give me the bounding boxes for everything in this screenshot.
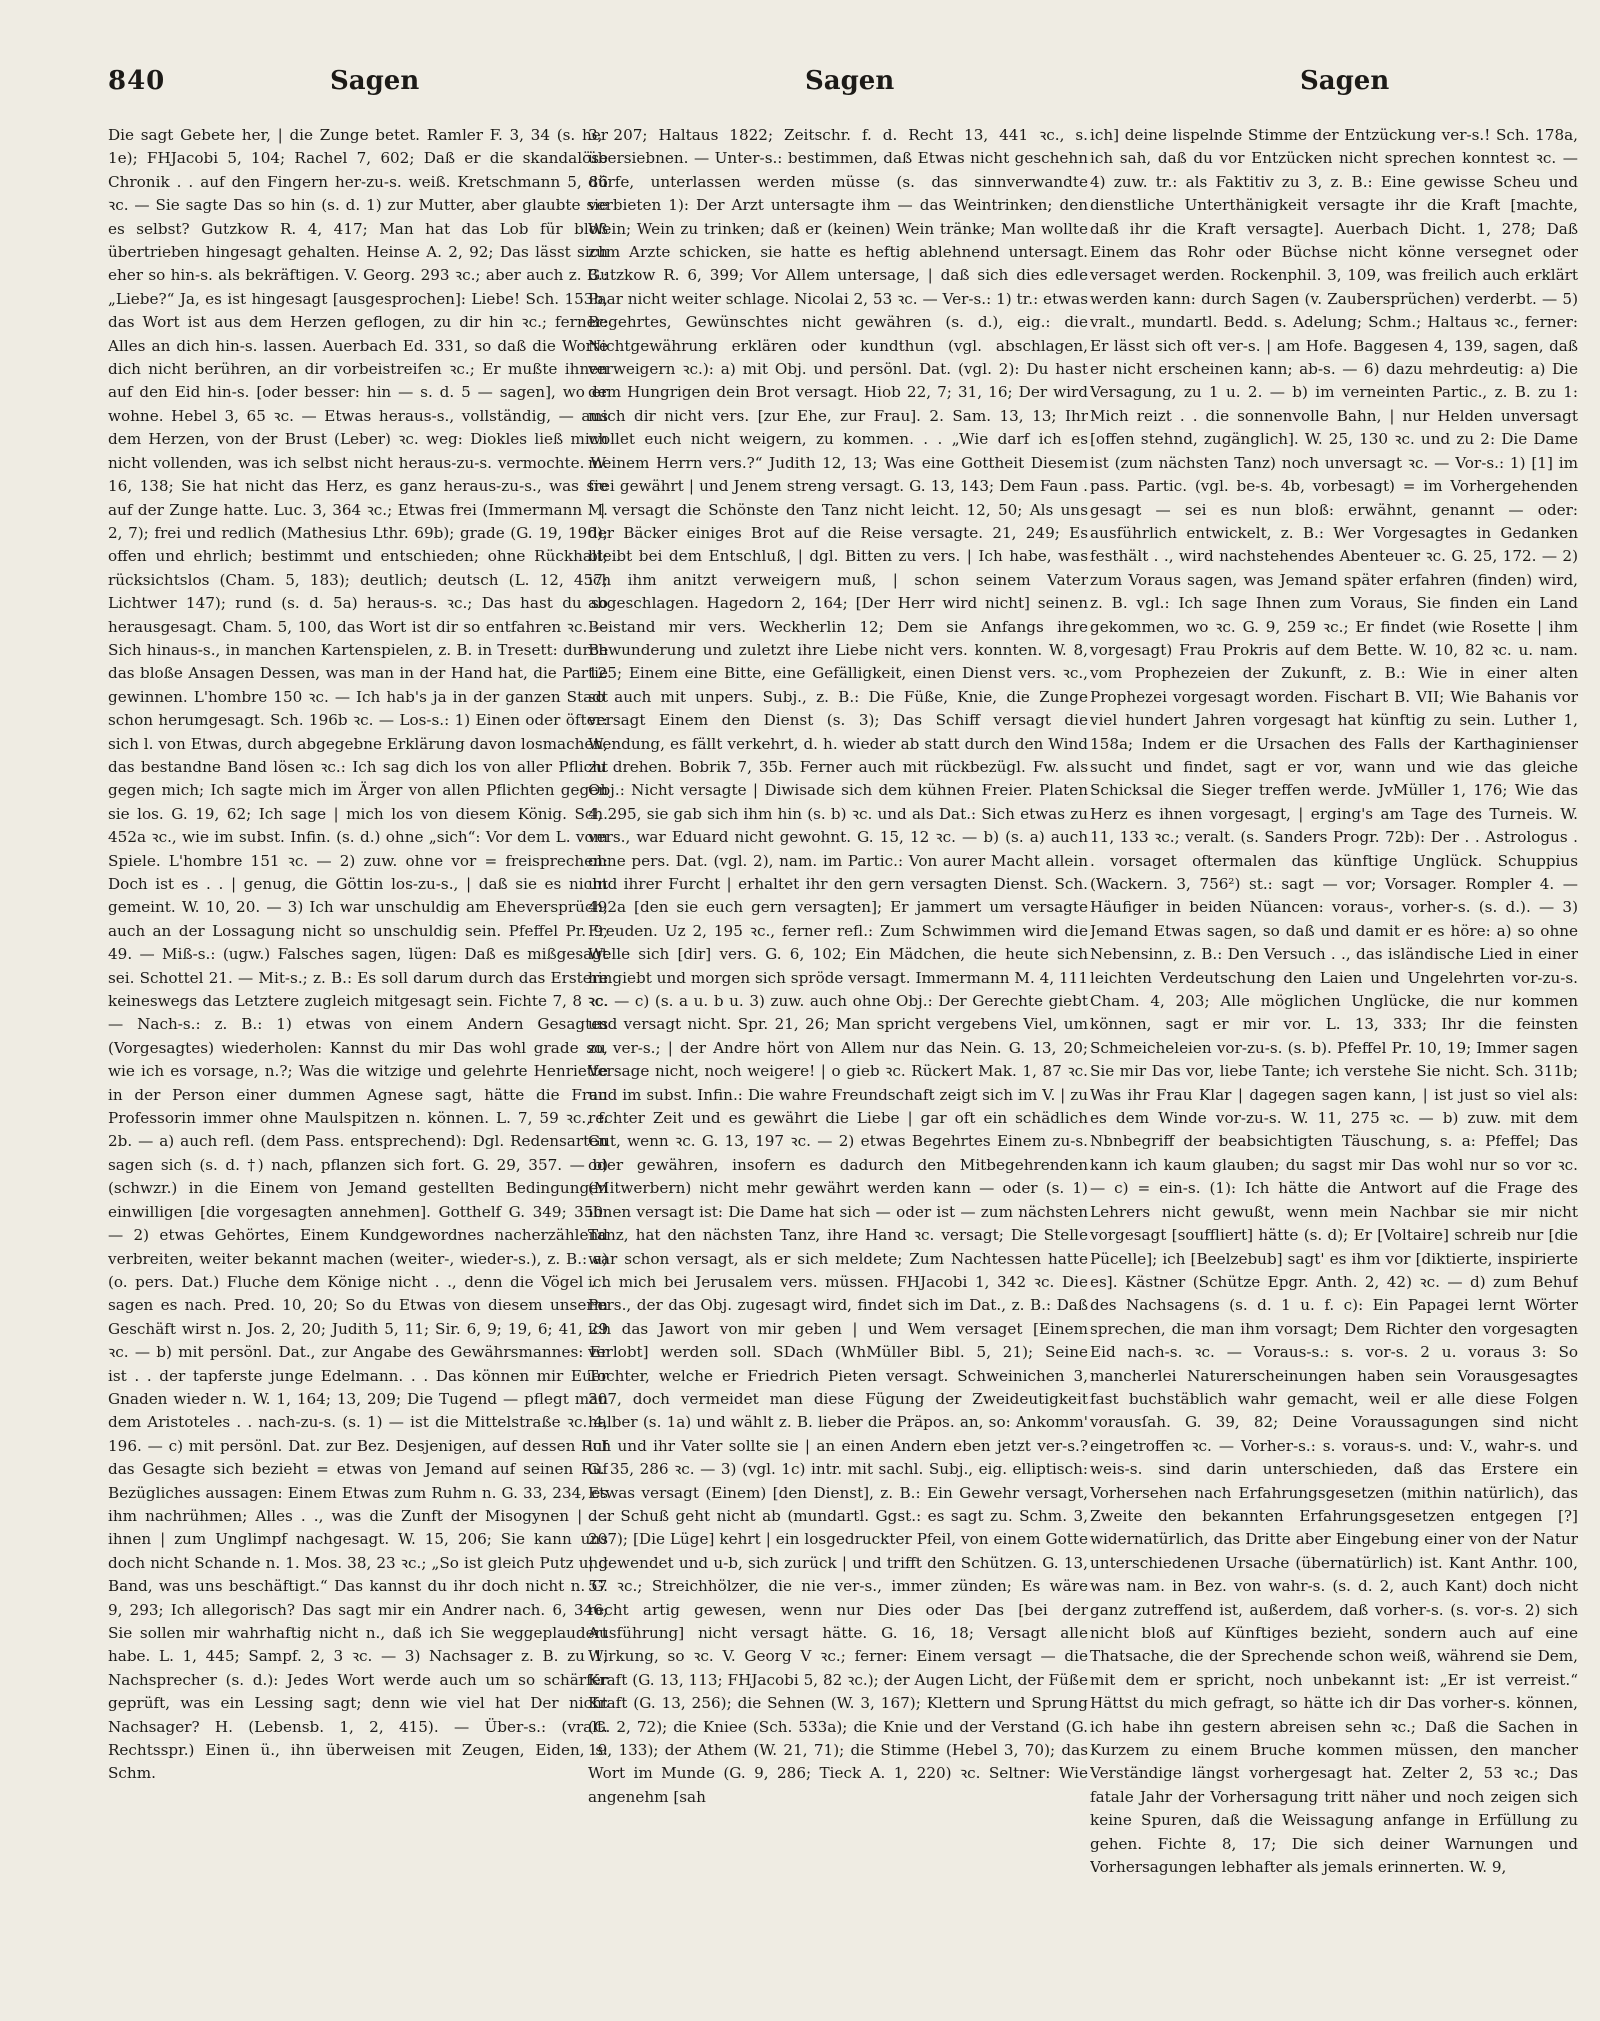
running-head-right: Sagen: [1300, 66, 1390, 96]
column-3-text: ich] deine lispelnde Stimme der Entzückung ver-s.! Sch. 178a, ich sah, daß du vor Entzücken nicht sprechen konntest ꝛc. — 4) zuw. tr.: als Faktitiv zu 3, z. B.: Eine gewisse Scheu und dienstliche Unterthänigkeit versagte ihr die Kraft [machte, daß ihr die Kraft versagte]. Auerbach Dicht. 1, 278; Daß Einem das Rohr oder Büchse nicht könne versegnet oder versaget werden. Rockenphil. 3, 109, was freilich auch erklärt werden kann: durch Sagen (v. Zaubersprüchen) verderbt. — 5) vralt., mundartl. Bedd. s. Adelung; Schm.; Haltaus ꝛc., ferner: Er lässt sich oft ver-s. | am Hofe. Baggesen 4, 139, sagen, daß er nicht erscheinen kann; ab-s. — 6) dazu mehrdeutig: a) Die Versagung, zu 1 u. 2. — b) im verneinten Partic., z. B. zu 1: Mich reizt . . die sonnenvolle Bahn, | nur Helden unversagt [offen stehnd, zugänglich]. W. 25, 130 ꝛc. und zu 2: Die Dame ist (zum nächsten Tanz) noch unversagt ꝛc. — Vor-s.: 1) [1] im pass. Partic. (vgl. be-s. 4b, vorbesagt) = im Vorhergehenden gesagt — sei es nun bloß: erwähnt, genannt — oder: ausführlich entwickelt, z. B.: Wer Vorgesagtes in Gedanken festhält . ., wird nachstehendes Abenteuer ꝛc. G. 25, 172. — 2) zum Voraus sagen, was Jemand später erfahren (finden) wird, z. B. vgl.: Ich sage Ihnen zum Voraus, Sie finden ein Land gekommen, wo ꝛc. G. 9, 259 ꝛc.; Er findet (wie Rosette | ihm vorgesagt) Frau Prokris auf dem Bette. W. 10, 82 ꝛc. u. nam. vom Prophezeien der Zukunft, z. B.: Wie in einer alten Prophezei vorgesagt worden. Fischart B. VII; Wie Bahanis vor viel hundert Jahren vorgesagt hat künftig zu sein. Luther 1, 158a; Indem er die Ursachen des Falls der Karthaginienser sucht und findet, sagt er vor, wann und wie das gleiche Schicksal die Sieger treffen werde. JvMüller 1, 176; Wie das Herz es ihnen vorgesagt, | erging's am Tage des Turneis. W. 11, 133 ꝛc.; veralt. (s. Sanders Progr. 72b): Der . . Astrologus . . vorsaget oftermalen das künftige Unglück. Schuppius (Wackern. 3, 756²) st.: sagt — vor; Vorsager. Rompler 4. — Häufiger in beiden Nüancen: voraus-, vorher-s. (s. d.). — 3) Jemand Etwas sagen, so daß und damit er es höre: a) so ohne Nebensinn, z. B.: Den Versuch . ., das isländische Lied in einer leichten Verdeutschung den Laien und Ungelehrten vor-zu-s. Cham. 4, 203; Alle möglichen Unglücke, die nur kommen können, sagt er mir vor. L. 13, 333; Ihr die feinsten Schmeicheleien vor-zu-s. (s. b). Pfeffel Pr. 10, 19; Immer sagen Sie mir Das vor, liebe Tante; ich verstehe Sie nicht. Sch. 311b; Was ihr Frau Klar | dagegen sagen kann, | ist just so viel als: es dem Winde vor-zu-s. W. 11, 275 ꝛc. — b) zuw. mit dem Nbnbegriff der beabsichtigten Täuschung, s. a: Pfeffel; Das kann ich kaum glauben; du sagst mir Das wohl nur so vor ꝛc. — c) = ein-s. (1): Ich hätte die Antwort auf die Frage des Lehrers nicht gewußt, wenn mein Nachbar sie mir nicht vorgesagt [souffliert] hätte (s. d); Er [Voltaire] schreib nur [die Pücelle]; ich [Beelzebub] sagt' es ihm vor [diktierte, inspirierte es]. Kästner (Schütze Epgr. Anth. 2, 42) ꝛc. — d) zum Behuf des Nachsagens (s. d. 1 u. f. c): Ein Papagei lernt Wörter sprechen, die man ihm vorsagt; Dem Richter den vorgesagten Eid nach-s. ꝛc. — Voraus-s.: s. vor-s. 2 u. voraus 3: So mancherlei Naturerscheinungen haben sein Vorausgesagtes fast buchstäblich wahr gemacht, weil er alle diese Folgen vorausſah. G. 39, 82; Deine Voraussagungen sind nicht eingetroffen ꝛc. — Vorher-s.: s. voraus-s. und: V., wahr-s. und weis-s. sind darin unterschieden, daß das Erstere ein Vorhersehen nach Erfahrungsgesetzen (mithin natürlich), das Zweite den bekannten Erfahrungsgesetzen entgegen [?] widernatürlich, das Dritte aber Eingebung einer von der Natur unterschiedenen Ursache (übernatürlich) ist. Kant Anthr. 100, was nam. in Bez. von wahr-s. (s. d. 2, auch Kant) doch nicht ganz zutreffend ist, außerdem, daß vorher-s. (s. vor-s. 2) sich nicht bloß auf Künftiges bezieht, sondern auch auf eine Thatsache, die der Sprechende schon weiß, während sie Dem, mit dem er spricht, noch unbekannt ist: „Er ist verreist.“ Hättst du mich gefragt, so hätte ich dir Das vorher-s. können, ich habe ihn gestern abreisen sehn ꝛc.; Daß die Sachen in Kurzem zu einem Bruche kommen müssen, den mancher Verständige längst vorhergesagt hat. Zelter 2, 53 ꝛc.; Das fatale Jahr der Vorhersagung tritt näher und noch zeigen sich keine Spuren, daß die Weissagung anfange in Erfüllung zu gehen. Fichte 8, 17; Die sich deiner Warnungen und Vorhersagungen lebhafter als jemals erinnerten. W. 9,: [1090, 126, 1578, 1877]
running-head-center: Sagen: [805, 66, 895, 96]
text-column-2: [588, 124, 1088, 2004]
page-number: 840: [108, 66, 166, 96]
column-1-text: Die sagt Gebete her, | die Zunge betet. Ramler F. 3, 34 (s. her 1e); FHJacobi 5, 104; Rachel 7, 602; Daß er die skandalöse Chronik . . auf den Fingern her-zu-s. weiß. Kretschmann 5, 86 ꝛc. — Sie sagte Das so hin (s. d. 1) zur Mutter, aber glaubte sie es selbst? Gutzkow R. 4, 417; Man hat das Lob für bloß übertrieben hingesagt gehalten. Heinse A. 2, 92; Das lässt sich eher so hin-s. als bekräftigen. V. Georg. 293 ꝛc.; aber auch z. B.: „Liebe?“ Ja, es ist hingesagt [ausgesprochen]: Liebe! Sch. 153b, das Wort ist aus dem Herzen geflogen, zu dir hin ꝛc.; ferner: Alles an dich hin-s. lassen. Auerbach Ed. 331, so daß die Worte dich nicht berühren, an dir vorbeistreifen ꝛc.; Er mußte ihnen auf den Eid hin-s. [oder besser: hin — s. d. 5 — sagen], wo er wohne. Hebel 3, 65 ꝛc. — Etwas heraus-s., vollständig, — aus dem Herzen, von der Brust (Leber) ꝛc. weg: Diokles ließ mich nicht vollenden, was ich selbst nicht heraus-zu-s. vermochte. W. 16, 138; Sie hat nicht das Herz, es ganz heraus-zu-s., was sie auf der Zunge hatte. Luc. 3, 364 ꝛc.; Etwas frei (Immermann M. 2, 7); frei und redlich (Mathesius Lthr. 69b); grade (G. 19, 190); offen und ehrlich; bestimmt und entschieden; ohne Rückhalt; rücksichtslos (Cham. 5, 183); deutlich; deutsch (L. 12, 457; Lichtwer 147); rund (s. d. 5a) heraus-s. ꝛc.; Das hast du so herausgesagt. Cham. 5, 100, das Wort ist dir so entfahren ꝛc. — Sich hinaus-s., in manchen Kartenspielen, z. B. in Tresett: durch das bloße Ansagen Dessen, was man in der Hand hat, die Partie gewinnen. L'hombre 150 ꝛc. — Ich hab's ja in der ganzen Stadt schon herumgesagt. Sch. 196b ꝛc. — Los-s.: 1) Einen oder öfter: sich l. von Etwas, durch abgegebne Erklärung davon losmachen, das bestandne Band lösen ꝛc.: Ich sag dich los von aller Pflicht gegen mich; Ich sagte mich im Ärger von allen Pflichten gegen sie los. G. 19, 62; Ich sage | mich los von diesem König. Sch. 452a ꝛc., wie im subst. Infin. (s. d.) ohne „sich“: Vor dem L. vom Spiele. L'hombre 151 ꝛc. — 2) zuw. ohne vor = freisprechen: Doch ist es . . | genug, die Göttin los-zu-s., | daß sie es nicht gemeint. W. 10, 20. — 3) Ich war unschuldig am Eheversprüch, auch an der Lossagung nicht so unschuldig sein. Pfeffel Pr. 9, 49. — Miß-s.: (ugw.) Falsches sagen, lügen: Daß es mißgesagt sei. Schottel 21. — Mit-s.; z. B.: Es soll darum durch das Erstere keineswegs das Letztere zugleich mitgesagt sein. Fichte 7, 8 ꝛc. — Nach-s.: z. B.: 1) etwas von einem Andern Gesagtes (Vorgesagtes) wiederholen: Kannst du mir Das wohl grade so, wie ich es vorsage, n.?; Was die witzige und gelehrte Henriette in der Person einer dummen Agnese sagt, hätte die Frau Professorin immer ohne Maulspitzen n. können. L. 7, 59 ꝛc., f. 2b. — a) auch refl. (dem Pass. entsprechend): Dgl. Redensarten sagen sich (s. d. †) nach, pflanzen sich fort. G. 29, 357. — b) (schwzr.) in die Einem von Jemand gestellten Bedingungen einwilligen [die vorgesagten annehmen]. Gotthelf G. 349; 350. — 2) etwas Gehörtes, Einem Kundgewordnes nacherzählend verbreiten, weiter bekannt machen (weiter-, wieder-s.), z. B.: a) (o. pers. Dat.) Fluche dem Könige nicht . ., denn die Vögel . . sagen es nach. Pred. 10, 20; So du Etwas von diesem unserm Geschäft wirst n. Jos. 2, 20; Judith 5, 11; Sir. 6, 9; 19, 6; 41, 29 ꝛc. — b) mit persönl. Dat., zur Angabe des Gewährsmannes: Er ist . . der tapferste junge Edelmann. . . Das können mir Euer Gnaden wieder n. W. 1, 164; 13, 209; Die Tugend — pflegt man dem Aristoteles . . nach-zu-s. (s. 1) — ist die Mittelstraße ꝛc. 4, 196. — c) mit persönl. Dat. zur Bez. Desjenigen, auf dessen Ruf das Gesagte sich bezieht = etwas von Jemand auf seinen Ruf Bezügliches aussagen: Einem Etwas zum Ruhm n. G. 33, 234, es ihm nachrühmen; Alles . ., was die Zunft der Misogynen | . . ihnen | zum Unglimpf nachgesagt. W. 15, 206; Sie kann uns doch nicht Schande n. 1. Mos. 38, 23 ꝛc.; „So ist gleich Putz und Band, was uns beschäftigt.“ Das kannst du ihr doch nicht n. G. 9, 293; Ich allegorisch? Das sagt mir ein Andrer nach. 6, 346; Sie sollen mir wahrhaftig nicht n., daß ich Sie weggeplaudert habe. L. 1, 445; Sampf. 2, 3 ꝛc. — 3) Nachsager z. B. zu 1, Nachsprecher (s. d.): Jedes Wort werde auch um so schärfer geprüft, was ein Lessing sagt; denn wie viel hat Der nicht Nachsager? H. (Lebensb. 1, 2, 415). — Über-s.: (vralt. Rechtsspr.) Einen ü., ihn überweisen mit Zeugen, Eiden, s. Schm.: [108, 126, 608, 1783]
column-2-text: 3, 207; Haltaus 1822; Zeitschr. f. d. Recht 13, 441 ꝛc., s. übersiebnen. — Unter-s.: bestimmen, daß Etwas nicht geschehn dürfe, unterlassen werden müsse (s. das sinnverwandte verbieten 1): Der Arzt untersagte ihm — das Weintrinken; den Wein; Wein zu trinken; daß er (keinen) Wein tränke; Man wollte zum Arzte schicken, sie hatte es heftig ablehnend untersagt. Gutzkow R. 6, 399; Vor Allem untersage, | daß sich dies edle Paar nicht weiter schlage. Nicolai 2, 53 ꝛc. — Ver-s.: 1) tr.: etwas Begehrtes, Gewünschtes nicht gewähren (s. d.), eig.: die Nichtgewährung erklären oder kundthun (vgl. abschlagen, verweigern ꝛc.): a) mit Obj. und persönl. Dat. (vgl. 2): Du hast dem Hungrigen dein Brot versagt. Hiob 22, 7; 31, 16; Der wird mich dir nicht vers. [zur Ehe, zur Frau]. 2. Sam. 13, 13; Ihr wollet euch nicht weigern, zu kommen. . . „Wie darf ich es meinem Herrn vers.?“ Judith 12, 13; Was eine Gottheit Diesem frei gewährt | und Jenem streng versagt. G. 13, 143; Dem Faun . . | versagt die Schönste den Tanz nicht leicht. 12, 50; Als uns der Bäcker einiges Brot auf die Reise versagte. 21, 249; Es bleibt bei dem Entschluß, | dgl. Bitten zu vers. | Ich habe, was ich ihm anitzt verweigern muß, | schon seinem Vater abgeschlagen. Hagedorn 2, 164; [Der Herr wird nicht] seinen Beistand mir vers. Weckherlin 12; Dem sie Anfangs ihre Bewunderung und zuletzt ihre Liebe nicht vers. konnten. W. 8, 125; Einem eine Bitte, eine Gefälligkeit, einen Dienst vers. ꝛc., so auch mit unpers. Subj., z. B.: Die Füße, Knie, die Zunge versagt Einem den Dienst (s. 3); Das Schiff versagt die Wendung, es fällt verkehrt, d. h. wieder ab statt durch den Wind zu drehen. Bobrik 7, 35b. Ferner auch mit rückbezügl. Fw. als Obj.: Nicht versagte | Diwisade sich dem kühnen Freier. Platen 4, 295, sie gab sich ihm hin (s. b) ꝛc. und als Dat.: Sich etwas zu vers., war Eduard nicht gewohnt. G. 15, 12 ꝛc. — b) (s. a) auch ohne pers. Dat. (vgl. 2), nam. im Partic.: Von aurer Macht allein und ihrer Furcht | erhaltet ihr den gern versagten Dienst. Sch. 492a [den sie euch gern versagten]; Er jammert um versagte Freuden. Uz 2, 195 ꝛc., ferner refl.: Zum Schwimmen wird die Welle sich [dir] vers. G. 6, 102; Ein Mädchen, die heute sich hingiebt und morgen sich spröde versagt. Immermann M. 4, 111 ꝛc. — c) (s. a u. b u. 3) zuw. auch ohne Obj.: Der Gerechte giebt und versagt nicht. Spr. 21, 26; Man spricht vergebens Viel, um zu ver-s.; | der Andre hört von Allem nur das Nein. G. 13, 20; Versage nicht, noch weigere! | o gieb ꝛc. Rückert Mak. 1, 87 ꝛc. und im subst. Infin.: Die wahre Freundschaft zeigt sich im V. | zu rechter Zeit und es gewährt die Liebe | gar oft ein schädlich Gut, wenn ꝛc. G. 13, 197 ꝛc. — 2) etwas Begehrtes Einem zu-s. oder gewähren, insofern es dadurch den Mitbegehrenden (Mitwerbern) nicht mehr gewährt werden kann — oder (s. 1) ihnen versagt ist: Die Dame hat sich — oder ist — zum nächsten Tanz, hat den nächsten Tanz, ihre Hand ꝛc. versagt; Die Stelle war schon versagt, als er sich meldete; Zum Nachtessen hatte ich mich bei Jerusalem vers. müssen. FHJacobi 1, 342 ꝛc. Die Pers., der das Obj. zugesagt wird, findet sich im Dat., z. B.: Daß ich das Jawort von mir geben | und Wem versaget [Einem verlobt] werden soll. SDach (WhMüller Bibl. 5, 21); Seine Tochter, welche er Friedrich Pieten versagt. Schweinichen 3, 307, doch vermeidet man diese Fügung der Zweideutigkeit halber (s. 1a) und wählt z. B. lieber die Präpos. an, so: Ankomm' ich und ihr Vater sollte sie | an einen Andern eben jetzt ver-s.? G. 35, 286 ꝛc. — 3) (vgl. 1c) intr. mit sachl. Subj., eig. elliptisch: Etwas versagt (Einem) [den Dienst], z. B.: Ein Gewehr versagt, der Schuß geht nicht ab (mundartl. Ggst.: es sagt zu. Schm. 3, 207); [Die Lüge] kehrt | ein losgedruckter Pfeil, von einem Gotte | gewendet und u-b, sich zurück | und trifft den Schützen. G. 13, 57 ꝛc.; Streichhölzer, die nie ver-s., immer zünden; Es wäre recht artig gewesen, wenn nur Dies oder Das [bei der Ausführung] nicht versagt hätte. G. 16, 18; Versagt alle Wirkung, so ꝛc. V. Georg V ꝛc.; ferner: Einem versagt — die Kraft (G. 13, 113; FHJacobi 5, 82 ꝛc.); der Augen Licht, der Füße Kraft (G. 13, 256); die Sehnen (W. 3, 167); Klettern und Sprung (G. 2, 72); die Kniee (Sch. 533a); die Knie und der Verstand (G. 19, 133); der Athem (W. 21, 71); die Stimme (Hebel 3, 70); das Wort im Munde (G. 9, 286; Tieck A. 1, 220) ꝛc. Seltner: Wie angenehm [sah: [588, 126, 1088, 1806]
text-column-3: [1090, 124, 1578, 2004]
text-column-1: [108, 124, 608, 2004]
page-header: [0, 0, 1600, 100]
running-head-left: Sagen: [330, 66, 420, 96]
